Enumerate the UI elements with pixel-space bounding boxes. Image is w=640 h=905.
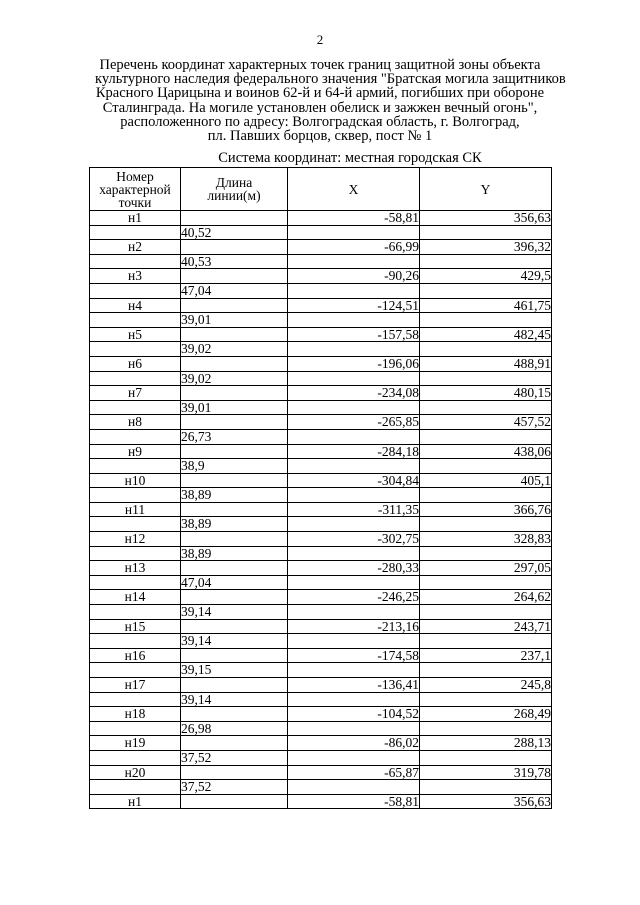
coordinate-system-caption: Система координат: местная городская СК [218,150,482,166]
x-value-cell: -58,81 [288,794,420,809]
y-value-cell: 297,05 [420,561,552,576]
length-spacer-cell [181,765,288,780]
line-length-cell: 37,52 [181,750,288,765]
length-spacer-cell [181,532,288,547]
empty-cell [90,517,181,532]
length-spacer-cell [181,327,288,342]
empty-cell [288,692,420,707]
length-spacer-cell [181,561,288,576]
point-name-cell: н1 [90,211,181,226]
empty-cell [90,721,181,736]
point-name-cell: н4 [90,298,181,313]
line-length-cell: 39,15 [181,663,288,678]
length-spacer-cell [181,473,288,488]
y-value-cell: 264,62 [420,590,552,605]
x-value-cell: -234,08 [288,386,420,401]
empty-cell [90,342,181,357]
table-row [90,225,552,240]
header-x: X [288,168,420,211]
table-row [90,415,552,430]
empty-cell [420,575,552,590]
y-value-cell: 480,15 [420,386,552,401]
empty-cell [90,429,181,444]
table-body [90,211,552,809]
y-value-cell: 319,78 [420,765,552,780]
empty-cell [420,254,552,269]
table-row [90,605,552,620]
x-value-cell: -66,99 [288,240,420,255]
length-spacer-cell [181,386,288,401]
table-row [90,692,552,707]
empty-cell [420,605,552,620]
x-value-cell: -157,58 [288,327,420,342]
line-length-cell: 37,52 [181,780,288,795]
table-row [90,298,552,313]
x-value-cell: -65,87 [288,765,420,780]
table-row [90,240,552,255]
empty-cell [420,371,552,386]
empty-cell [288,721,420,736]
empty-cell [288,750,420,765]
point-name-cell: н14 [90,590,181,605]
y-value-cell: 356,63 [420,211,552,226]
table-row [90,429,552,444]
empty-cell [288,575,420,590]
empty-cell [90,400,181,415]
point-name-cell: н15 [90,619,181,634]
empty-cell [288,459,420,474]
empty-cell [288,780,420,795]
empty-cell [90,780,181,795]
empty-cell [420,400,552,415]
y-value-cell: 268,49 [420,707,552,722]
empty-cell [90,546,181,561]
line-length-cell: 39,14 [181,605,288,620]
empty-cell [420,692,552,707]
length-spacer-cell [181,444,288,459]
empty-cell [90,692,181,707]
y-value-cell: 328,83 [420,532,552,547]
x-value-cell: -174,58 [288,648,420,663]
empty-cell [288,429,420,444]
title-line: пл. Павших борцов, сквер, пост № 1 [207,128,433,145]
title-line: расположенного по адресу: Волгоградская область, г. Волгоград, [120,113,520,130]
y-value-cell: 488,91 [420,356,552,371]
y-value-cell: 243,71 [420,619,552,634]
table-row [90,473,552,488]
empty-cell [90,225,181,240]
empty-cell [288,634,420,649]
x-value-cell: -104,52 [288,707,420,722]
line-length-cell: 38,9 [181,459,288,474]
x-value-cell: -302,75 [288,532,420,547]
length-spacer-cell [181,269,288,284]
table-row [90,488,552,503]
x-value-cell: -136,41 [288,678,420,693]
point-name-cell: н5 [90,327,181,342]
y-value-cell: 366,76 [420,502,552,517]
empty-cell [90,459,181,474]
empty-cell [90,313,181,328]
table-row [90,444,552,459]
y-value-cell: 288,13 [420,736,552,751]
line-length-cell: 26,73 [181,429,288,444]
table-row [90,590,552,605]
table-row [90,678,552,693]
y-value-cell: 237,1 [420,648,552,663]
table-row [90,546,552,561]
empty-cell [90,634,181,649]
length-spacer-cell [181,298,288,313]
empty-cell [420,488,552,503]
empty-cell [288,313,420,328]
table-row [90,211,552,226]
table-row [90,386,552,401]
empty-cell [90,254,181,269]
table-row [90,342,552,357]
x-value-cell: -265,85 [288,415,420,430]
table-row [90,400,552,415]
point-name-cell: н2 [90,240,181,255]
empty-cell [420,750,552,765]
x-value-cell: -196,06 [288,356,420,371]
line-length-cell: 40,52 [181,225,288,240]
length-spacer-cell [181,707,288,722]
point-name-cell: н11 [90,502,181,517]
line-length-cell: 39,02 [181,342,288,357]
empty-cell [288,342,420,357]
header-y: Y [420,168,552,211]
line-length-cell: 39,01 [181,400,288,415]
y-value-cell: 457,52 [420,415,552,430]
table-header-row [90,168,552,211]
empty-cell [420,342,552,357]
empty-cell [288,663,420,678]
title-line: Сталинграда. На могиле установлен обелиск и зажжен вечный огонь", [102,99,538,116]
table-row [90,736,552,751]
empty-cell [288,517,420,532]
line-length-cell: 39,02 [181,371,288,386]
length-spacer-cell [181,211,288,226]
table-row [90,575,552,590]
length-spacer-cell [181,794,288,809]
empty-cell [288,225,420,240]
length-spacer-cell [181,356,288,371]
line-length-cell: 39,14 [181,692,288,707]
empty-cell [288,254,420,269]
line-length-cell: 47,04 [181,283,288,298]
length-spacer-cell [181,648,288,663]
table-row [90,780,552,795]
line-length-cell: 38,89 [181,488,288,503]
table-row [90,371,552,386]
table-row [90,707,552,722]
point-name-cell: н13 [90,561,181,576]
table-row [90,794,552,809]
empty-cell [288,400,420,415]
table-row [90,517,552,532]
empty-cell [420,721,552,736]
point-name-cell: н6 [90,356,181,371]
x-value-cell: -284,18 [288,444,420,459]
table-row [90,532,552,547]
length-spacer-cell [181,736,288,751]
point-name-cell: н7 [90,386,181,401]
table-row [90,721,552,736]
y-value-cell: 438,06 [420,444,552,459]
table-row [90,459,552,474]
empty-cell [420,459,552,474]
y-value-cell: 482,45 [420,327,552,342]
x-value-cell: -311,35 [288,502,420,517]
point-name-cell: н19 [90,736,181,751]
point-name-cell: н12 [90,532,181,547]
empty-cell [90,488,181,503]
table-row [90,561,552,576]
line-length-cell: 39,01 [181,313,288,328]
point-name-cell: н20 [90,765,181,780]
length-spacer-cell [181,502,288,517]
y-value-cell: 429,5 [420,269,552,284]
empty-cell [90,575,181,590]
table-row [90,313,552,328]
empty-cell [420,225,552,240]
length-spacer-cell [181,240,288,255]
document-title [95,57,566,145]
point-name-cell: н18 [90,707,181,722]
empty-cell [288,283,420,298]
x-value-cell: -124,51 [288,298,420,313]
title-line: Перечень координат характерных точек границ защитной зоны объекта [99,57,541,73]
empty-cell [420,663,552,678]
x-value-cell: -213,16 [288,619,420,634]
point-name-cell: н3 [90,269,181,284]
title-line: культурного наследия федерального значения "Братская могила защитников [95,71,566,88]
empty-cell [90,605,181,620]
line-length-cell: 39,14 [181,634,288,649]
table-row [90,502,552,517]
empty-cell [288,546,420,561]
empty-cell [90,283,181,298]
x-value-cell: -58,81 [288,211,420,226]
length-spacer-cell [181,590,288,605]
table-row [90,750,552,765]
line-length-cell: 47,04 [181,575,288,590]
x-value-cell: -246,25 [288,590,420,605]
line-length-cell: 40,53 [181,254,288,269]
length-spacer-cell [181,678,288,693]
y-value-cell: 461,75 [420,298,552,313]
length-spacer-cell [181,415,288,430]
table-row [90,765,552,780]
table-row [90,269,552,284]
empty-cell [420,313,552,328]
empty-cell [90,371,181,386]
point-name-cell: н9 [90,444,181,459]
empty-cell [288,488,420,503]
empty-cell [288,371,420,386]
empty-cell [420,780,552,795]
point-name-cell: н10 [90,473,181,488]
empty-cell [420,634,552,649]
empty-cell [288,605,420,620]
header-point-number: Номер характерной точки [90,168,181,211]
x-value-cell: -86,02 [288,736,420,751]
empty-cell [90,663,181,678]
x-value-cell: -304,84 [288,473,420,488]
table-row [90,648,552,663]
length-spacer-cell [181,619,288,634]
coordinates-table [89,167,552,809]
table-row [90,254,552,269]
table-row [90,327,552,342]
table-row [90,283,552,298]
x-value-cell: -90,26 [288,269,420,284]
point-name-cell: н16 [90,648,181,663]
point-name-cell: н8 [90,415,181,430]
y-value-cell: 396,32 [420,240,552,255]
point-name-cell: н1 [90,794,181,809]
y-value-cell: 245,8 [420,678,552,693]
title-line: Красного Царицына и воинов 62-й и 64-й армий, погибших при обороне [95,85,545,102]
empty-cell [420,429,552,444]
y-value-cell: 405,1 [420,473,552,488]
header-line-length: Длина линии(м) [181,168,288,211]
page-number: 2 [316,32,324,47]
empty-cell [420,517,552,532]
table-row [90,356,552,371]
point-name-cell: н17 [90,678,181,693]
empty-cell [420,546,552,561]
empty-cell [420,283,552,298]
table-row [90,634,552,649]
x-value-cell: -280,33 [288,561,420,576]
line-length-cell: 26,98 [181,721,288,736]
line-length-cell: 38,89 [181,546,288,561]
y-value-cell: 356,63 [420,794,552,809]
table-row [90,619,552,634]
table-row [90,663,552,678]
empty-cell [90,750,181,765]
line-length-cell: 38,89 [181,517,288,532]
